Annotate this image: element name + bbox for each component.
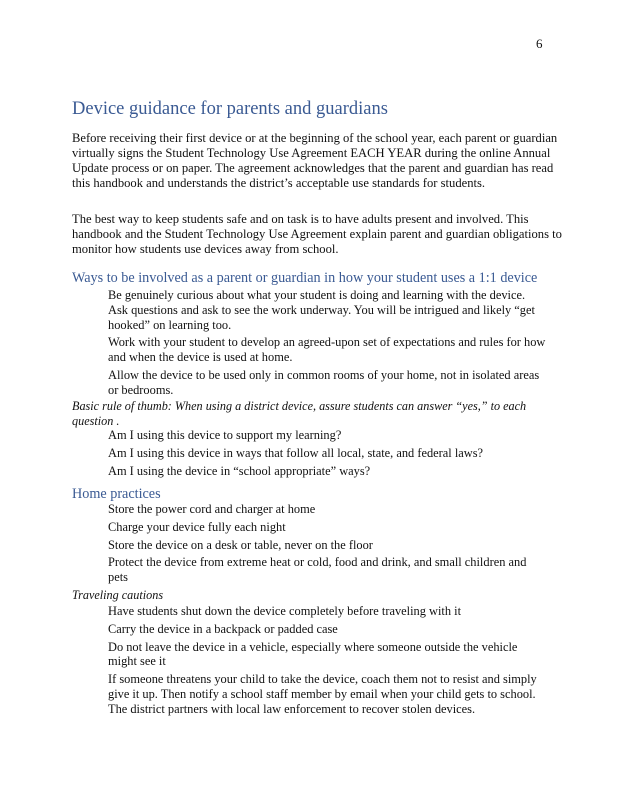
page-number: 6 <box>536 36 543 51</box>
section-involved-title: Ways to be involved as a parent or guardian in how your student uses a 1:1 device <box>72 270 538 286</box>
list-item: Be genuinely curious about what your student is doing and learning with the device. Ask questions and ask to see the work underway. You will be intrigued and likely “get hooked” on learning too. <box>108 288 535 332</box>
list-item: Am I using the device in “school appropriate” ways? <box>108 463 371 478</box>
list-item: Carry the device in a backpack or padded case <box>108 621 338 636</box>
list-item: If someone threatens your child to take the device, coach them not to resist and simply give it up. Then notify a school staff member by email when your child gets to school. The district partners with local law enforcement to recover stolen devices. <box>108 672 537 716</box>
rule-of-thumb-text: Basic rule of thumb: When using a district device, assure students can answer “yes,” to each question . <box>72 399 527 428</box>
list-item: Store the device on a desk or table, never on the floor <box>108 537 373 552</box>
intro-paragraph-2: The best way to keep students safe and on task is to have adults present and involved. This handbook and the Student Technology Use Agreement explain parent and guardian obligations to monitor how students use devices away from school. <box>72 212 562 256</box>
traveling-list <box>86 604 546 720</box>
list-item: Am I using this device to support my learning? <box>108 428 342 442</box>
list-item: Charge your device fully each night <box>108 519 286 534</box>
list-item: Store the power cord and charger at home <box>108 502 316 516</box>
involved-list <box>86 288 546 401</box>
home-practices-title: Home practices <box>72 486 161 502</box>
page-heading: Device guidance for parents and guardians <box>72 99 388 119</box>
home-practices-list <box>86 502 546 588</box>
list-item: Work with your student to develop an agreed-upon set of expectations and rules for how and when the device is used at home. <box>108 335 546 365</box>
list-item: Allow the device to be used only in common rooms of your home, not in isolated areas or bedrooms. <box>108 367 540 397</box>
list-item: Protect the device from extreme heat or cold, food and drink, and small children and pets <box>108 555 527 585</box>
list-item: Have students shut down the device completely before traveling with it <box>108 604 462 618</box>
traveling-title: Traveling cautions <box>72 588 164 602</box>
intro-paragraph-1: Before receiving their first device or at the beginning of the school year, each parent or guardian virtually signs the Student Technology Use Agreement EACH YEAR during the online Annual Update process or on paper. The agreement acknowledges that the parent and guardian has read this handbook and understands the district’s acceptable use standards for students. <box>72 131 558 190</box>
list-item: Do not leave the device in a vehicle, especially where someone outside the vehicle might see it <box>108 639 518 669</box>
rule-of-thumb-list <box>86 428 546 481</box>
list-item: Am I using this device in ways that follow all local, state, and federal laws? <box>108 445 484 460</box>
